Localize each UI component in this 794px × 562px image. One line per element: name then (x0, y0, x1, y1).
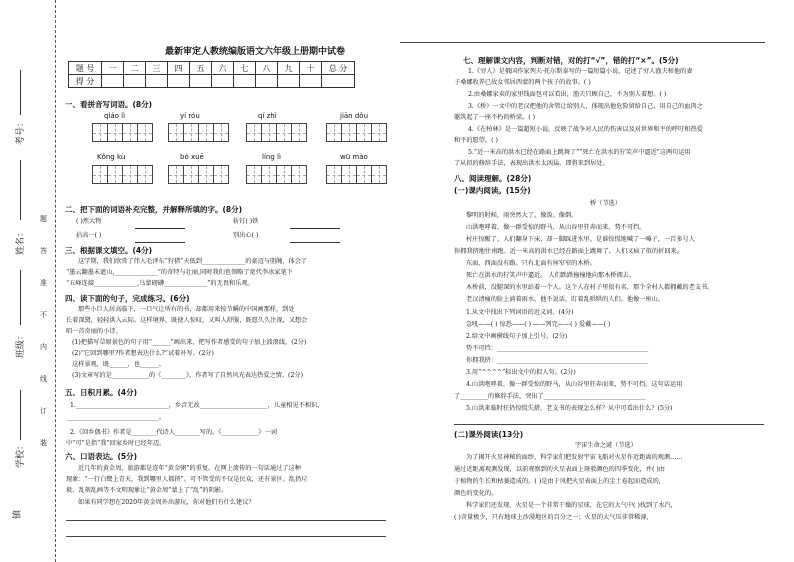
question-text: 了从拟的修辞手法，表现出洪水太凶猛，即将来到居处。 (454, 160, 609, 167)
score-cell[interactable] (278, 75, 300, 88)
pinyin: wū mào (340, 153, 368, 161)
seal-char: 不 (40, 311, 47, 319)
pinyin: qí zhì (258, 112, 277, 120)
score-cell[interactable] (234, 75, 256, 88)
score-header-row (69, 62, 355, 75)
page-title: 最新审定人教统编版语文六年级上册期中试卷 (164, 47, 345, 57)
score-header-cell: 五 (190, 62, 212, 75)
section-8a-heading: (一)课内阅读。(15分) (454, 186, 531, 195)
question-text: 了_________的修辞手法，突出了_________________________________ (454, 393, 646, 400)
reading-line: 科学家们还发现，火星是一个非常干燥的星球，在它的大气中( )找到了水汽， (466, 502, 677, 509)
score-header-cell: 题 号 (69, 62, 102, 75)
score-value-row (69, 75, 355, 88)
answer-line[interactable] (454, 424, 764, 425)
writing-grid[interactable] (326, 165, 387, 184)
class-field-line[interactable] (20, 270, 21, 325)
score-cell[interactable] (102, 75, 124, 88)
reading-line: 死亡在洪水的狞笑声中逼近。 人们跌跌撞撞地向那木桥拥去。 (466, 272, 636, 279)
sidebar-class-label: 班级： (16, 330, 27, 359)
score-header-cell: 七 (234, 62, 256, 75)
question-text: 1.《穷人》是俄国作家列夫·托尔斯泰写的一篇短篇小说，记述了穷人渔夫和他的妻 (468, 68, 693, 75)
section-8b-heading: (二)课外阅读(13分) (454, 430, 524, 439)
question-text: (1)把描写草原景色的句子用“______”画出来，把写作者感受的句子加上波浪线。(2分) (72, 339, 307, 346)
school-field-line[interactable] (20, 390, 21, 440)
question-text: 4.山洪咆哮着，像一群受惊的野马，从山谷里狂奔而来，势不可挡。这句话运用 (466, 381, 683, 388)
pinyin: yí róu (180, 112, 200, 120)
score-header-cell: 一 (102, 62, 124, 75)
question-text: 躯筑起了一座不朽的桥梁。( ) (454, 114, 536, 121)
question-text: 1.从文中找出下列词语的近义词。(4分) (466, 309, 574, 316)
reading-line: 颜色的变化的。 (454, 490, 498, 497)
answer-line[interactable] (290, 221, 340, 229)
question-text: 2.由桑娜家卖的家里钱面包可以看出，渔夫只顾自己，不为别人着想。( ) (468, 91, 667, 98)
seal-char: 答 (40, 247, 47, 255)
sidebar-town-label: 镇 (13, 509, 24, 520)
score-cell[interactable] (300, 75, 322, 88)
reading-line: 黎明的时候，雨突然大了。像泼。像倒。 (466, 212, 578, 219)
section-6-heading: 六、口语表达。(5分) (65, 452, 138, 461)
binding-line (55, 0, 56, 562)
question-text: 1.______________________________，乡音无改______________________，儿童相见不相识， (70, 402, 324, 409)
pinyin: líng lì (262, 153, 281, 161)
answer-line[interactable] (135, 235, 185, 243)
section-2-heading: 二、把下面的词语补充完整，并解释所填的字。(8分) (65, 205, 243, 214)
score-header-cell: 二 (124, 62, 146, 75)
score-cell[interactable] (124, 75, 146, 88)
answer-line[interactable] (400, 42, 765, 43)
writing-grid[interactable] (168, 165, 229, 184)
answer-line[interactable] (66, 520, 386, 521)
score-cell[interactable] (168, 75, 190, 88)
question-text: (3)文章写的是____________的《________》，作者写了自然风光表达热爱之情。(2分) (72, 372, 303, 379)
reading-title: 桥（节选） (590, 200, 621, 207)
sidebar-id-label: 考号： (16, 117, 27, 146)
question-text: 2.《回乡偶书》作者是________代诗人________写的。《____________》一词 (70, 429, 277, 436)
score-table (68, 61, 355, 88)
seal-char: 订 (40, 407, 47, 415)
writing-grid[interactable] (168, 123, 229, 142)
section-1-heading: 一、看拼音写词语。(8分) (65, 100, 153, 109)
question-text: (2)“它回到哪里?作者想表达什么?”试着补写。(2分) (72, 350, 214, 357)
seal-char: 题 (40, 215, 47, 223)
score-cell[interactable] (190, 75, 212, 88)
idiom-blank: 斩钉( )铁 (233, 218, 259, 225)
reading-line: 东面、西面没有路。只有北面有座窄窄的木桥。 (466, 260, 596, 267)
pinyin: Kǒng kù (97, 153, 126, 161)
reading-line: 为了揭开火星神秘的面纱，科学家们把发射宇宙飞船对火星作近距离的观测…… (466, 454, 683, 461)
paragraph-line: 长着深黛，轻轻洪入云际。这样境界，既使人惊叹，又叫人舒服，既愿久久注视，又想会 (66, 317, 308, 324)
question-text: 3.用“^^^^”标出文中的拟人句。(2分) (466, 369, 576, 376)
pinyin: jiān dǒu (340, 112, 369, 120)
reading-line: 通过近距离观测发现，以前观察到的火星表面上斑驳颜色的四季变化，并( )由 (454, 466, 665, 473)
question-text: 急吼——( ) 惊恐——( ) ——列完——( ) 爱戴——( ) (466, 321, 611, 328)
paragraph-line: 圾、乱刻乱画等不文明现象让“黄金周”蒙上了“乱”的阴影。 (66, 487, 228, 494)
sidebar-name-label: 姓名： (16, 227, 27, 256)
question-text: 你拥我挤：_________________________________________________ (466, 357, 649, 364)
reading-line: 于植物的生长和枯萎造成的。( )是由于风把火星表面上的尘土卷起而造成的， (454, 478, 665, 485)
reading-line: 木桥前，没腿深的水里站着一个人。这个人在村子里很有名，那个全村人都拥戴的老支书。 (466, 284, 714, 291)
question-text: 2.给文中画横线句子加上引号。(2分) (466, 333, 568, 340)
name-field-line[interactable] (20, 160, 21, 220)
idiom-blank: 别出心( ) (233, 232, 259, 239)
section-7-heading: 七、理解课文内容，判断对错，对的打“√”，错的打“×”。(5分) (463, 56, 679, 65)
writing-grid[interactable] (246, 165, 307, 184)
paragraph-line: 唱一首奇丽的小诗。 (66, 328, 122, 335)
writing-grid[interactable] (92, 165, 153, 184)
score-row-label: 得 分 (69, 75, 102, 88)
reading-line: ( )含量极少，只有地球上沙漠地区的百分之一；火星的大气压非常稀薄， (454, 514, 653, 521)
score-header-cell: 四 (168, 62, 190, 75)
score-header-cell: 六 (212, 62, 234, 75)
score-header-cell: 八 (256, 62, 278, 75)
pinyin: bó xuē (180, 153, 204, 161)
score-header-cell: 三 (146, 62, 168, 75)
question-text: 和平的愿望。( ) (454, 137, 498, 144)
reading-line: 老汉清瘦的脸上淌着雨水，他不说话，盯着乱哄哄的人们。他像一座山。 (466, 296, 664, 303)
paragraph-line: 现象：“一行白鹭上青天，我到哪里人都挤”。可不管受的不仅是民众，还有景区。乱扔垃 (66, 476, 308, 483)
section-8-heading: 八、阅读理解。(28分) (454, 174, 532, 183)
sidebar-school-label: 学校： (16, 440, 27, 469)
question-text: 5.山洪来临时狂仍惊慌失措，老支书的表现怎么样？从中可看出什么？(5分) (466, 405, 673, 412)
paragraph-line: 这学期，我们欣赏了伟人毛泽东“狩猎”天低到______________的豪迈与胆魄，体会了 (78, 258, 308, 265)
paragraph-line: “墨云翻墨未遮山,______________”的奇特与壮丽,同时我们也领略了宽代李冰家笔下 (66, 269, 293, 276)
idiom-blank: ( )然大物 (76, 218, 102, 225)
question-text: 这样景观，既______，也______。 (72, 361, 165, 368)
id-field-line[interactable] (20, 70, 21, 115)
reading-line: 山洪咆哮着，像一群受惊的野马，从山谷里狂奔而来，势不可挡。 (466, 224, 646, 231)
score-cell[interactable] (322, 75, 355, 88)
question-text: 5.“近一米高的洪水已经在路面上跳舞了”“死亡在洪水的狞笑声中逼近”这两句运用 (468, 149, 691, 156)
score-cell[interactable] (146, 75, 168, 88)
question-text: 子桑娜收养已故女邻居西蒙的两个孩子的故事。( ) (454, 79, 591, 86)
paragraph-line: 如果有同学想在2020年黄金周外出游玩，你对他们有什么建议？ (78, 499, 255, 506)
pinyin: qiáo lì (104, 112, 126, 120)
answer-line[interactable] (290, 235, 340, 243)
question-text: 势不可挡：_________________________________________________ (466, 345, 649, 352)
reading-line: 你拥我挤地往南跑。近一米高的洪水已经在路面上跳舞了。人们又疯了似的折回来。 (454, 248, 683, 255)
paragraph-line: 那些小巨人居高临下，一口气让所有的书，却都用来按节瞬的中国画那样，到处 (78, 306, 295, 313)
seal-char: 装 (40, 439, 47, 447)
score-header-cell: 十 (300, 62, 322, 75)
reading-line: 村庄惊醒了。人们翻身下床，却一脚踩进水里。是谁惊慌地喊了一嗓子，一百多号人 (466, 236, 695, 243)
question-text: 中“可”是指“我”回家乡时已经年迈。 (66, 440, 166, 447)
score-cell[interactable] (256, 75, 278, 88)
writing-grid[interactable] (92, 123, 153, 142)
writing-grid[interactable] (246, 123, 307, 142)
score-header-cell: 总 分 (322, 62, 355, 75)
seal-char: 准 (40, 279, 47, 287)
idiom-blank: 拈高一( ) (76, 232, 102, 239)
paragraph-line: “五峰连接______________,乌蒙磅礴______________”的无畏和乐观。 (66, 280, 254, 287)
seal-char: 线 (40, 375, 47, 383)
question-text: ______________________________。 (66, 414, 165, 421)
question-text: 4.《在柏林》是一篇超短小说。反映了战争对人民的伤害以及对世界和平的呼吁和热爱 (468, 126, 703, 133)
question-text: 3.《桥》一文中的老汉把他的舍管让给别人，体现出他危险留给自己，用自己的血肉之 (468, 103, 703, 110)
answer-line[interactable] (66, 536, 386, 537)
seal-char: 内 (40, 343, 47, 351)
section-4-heading: 四、读下面的句子，完成练习。(6分) (65, 294, 190, 303)
section-5-heading: 五、日积月累。(4分) (65, 388, 138, 397)
score-header-cell: 九 (278, 62, 300, 75)
score-cell[interactable] (212, 75, 234, 88)
writing-grid[interactable] (326, 123, 387, 142)
paragraph-line: 近几年的黄金周，旅游都是连年“黄金粥”的重复。在网上流传的一句话通过了这种 (78, 465, 301, 472)
answer-line[interactable] (135, 221, 185, 229)
section-3-heading: 三、根据课文填空。(4分) (65, 246, 153, 255)
reading-title: 宇宙生命之谜（节选） (575, 442, 637, 449)
